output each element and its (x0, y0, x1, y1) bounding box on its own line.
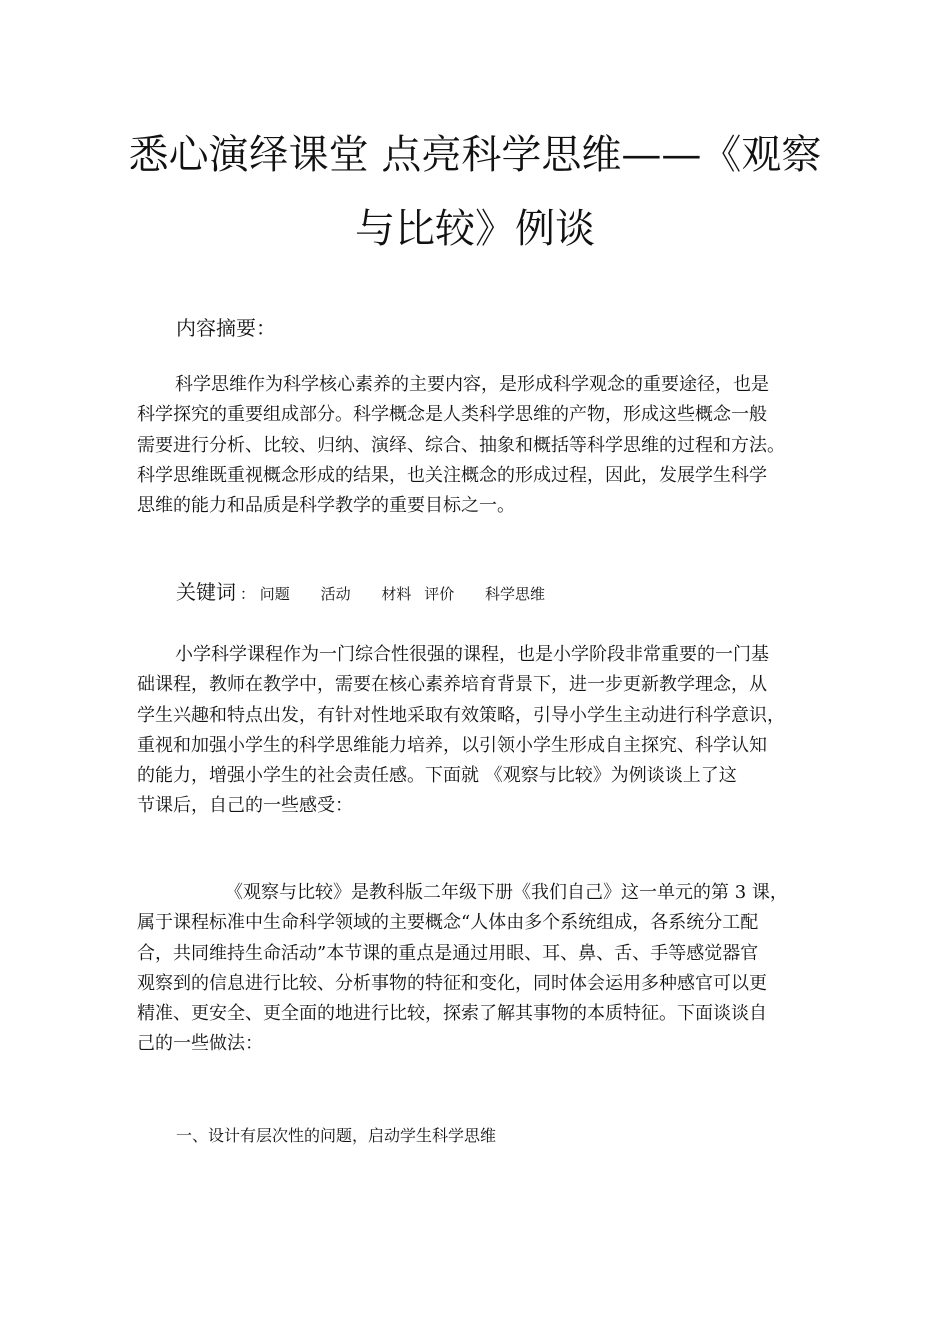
keyword: 评价 (424, 585, 455, 603)
intro-paragraph (137, 640, 827, 822)
intro-line: 的能力，增强小学生的社会责任感。下面就 《观察与比较》为例谈谈上了这 (137, 765, 737, 787)
intro-line: 重视和加强小学生的科学思维能力培养，以引领小学生形成自主探究、科学认知 (137, 734, 767, 756)
lesson-line: 《观察与比较》是教科版二年级下册《我们自己》这一单元的第 3 课， (225, 882, 788, 903)
keywords-label: 关键词 (176, 580, 236, 604)
document-title (0, 118, 950, 266)
lesson-line: 精准、更安全、更全面的地进行比较，探索了解其事物的本质特征。下面谈谈自 (137, 1003, 767, 1025)
keywords-colon: ： (240, 585, 256, 603)
abstract-paragraph (137, 370, 827, 521)
abstract-line: 思维的能力和品质是科学教学的重要目标之一。 (137, 495, 515, 517)
abstract-line: 科学思维既重视概念形成的结果，也关注概念的形成过程，因此，发展学生科学 (137, 464, 767, 486)
abstract-label: 内容摘要： (176, 316, 276, 340)
keyword: 材料 (381, 585, 412, 603)
intro-line: 小学科学课程作为一门综合性很强的课程，也是小学阶段非常重要的一门基 (175, 644, 769, 665)
abstract-line: 科学探究的重要组成部分。科学概念是人类科学思维的产物，形成这些概念一般 (137, 404, 767, 426)
lesson-paragraph (137, 878, 827, 1060)
section-heading: 一、设计有层次性的问题，启动学生科学思维 (176, 1126, 497, 1145)
lesson-line: 己的一些做法： (137, 1033, 263, 1055)
title-line: 与比较》例谈 (355, 206, 595, 252)
intro-line: 础课程，教师在教学中，需要在核心素养培育背景下，进一步更新教学理念，从 (137, 674, 767, 696)
lesson-line: 观察到的信息进行比较、分析事物的特征和变化，同时体会运用多种感官可以更 (137, 972, 767, 994)
intro-line: 节课后，自己的一些感受： (137, 795, 353, 817)
keywords-row (176, 578, 571, 608)
abstract-line: 科学思维作为科学核心素养的主要内容，是形成科学观念的重要途径，也是 (175, 374, 769, 395)
lesson-line: 合，共同维持生命活动”本节课的重点是通过用眼、耳、鼻、舌、手等感觉器官 (137, 942, 759, 964)
intro-line: 学生兴趣和特点出发，有针对性地采取有效策略，引导小学生主动进行科学意识， (137, 704, 785, 726)
lesson-line: 属于课程标准中生命科学领域的主要概念“人体由多个系统组成，各系统分工配 (137, 912, 759, 934)
abstract-line: 需要进行分析、比较、归纳、演绎、综合、抽象和概括等科学思维的过程和方法。 (137, 434, 785, 456)
title-line: 悉心演绎课堂 点亮科学思维——《观察 (128, 132, 822, 178)
keyword: 活动 (320, 585, 351, 603)
keyword: 问题 (259, 585, 290, 603)
keyword: 科学思维 (484, 585, 545, 603)
